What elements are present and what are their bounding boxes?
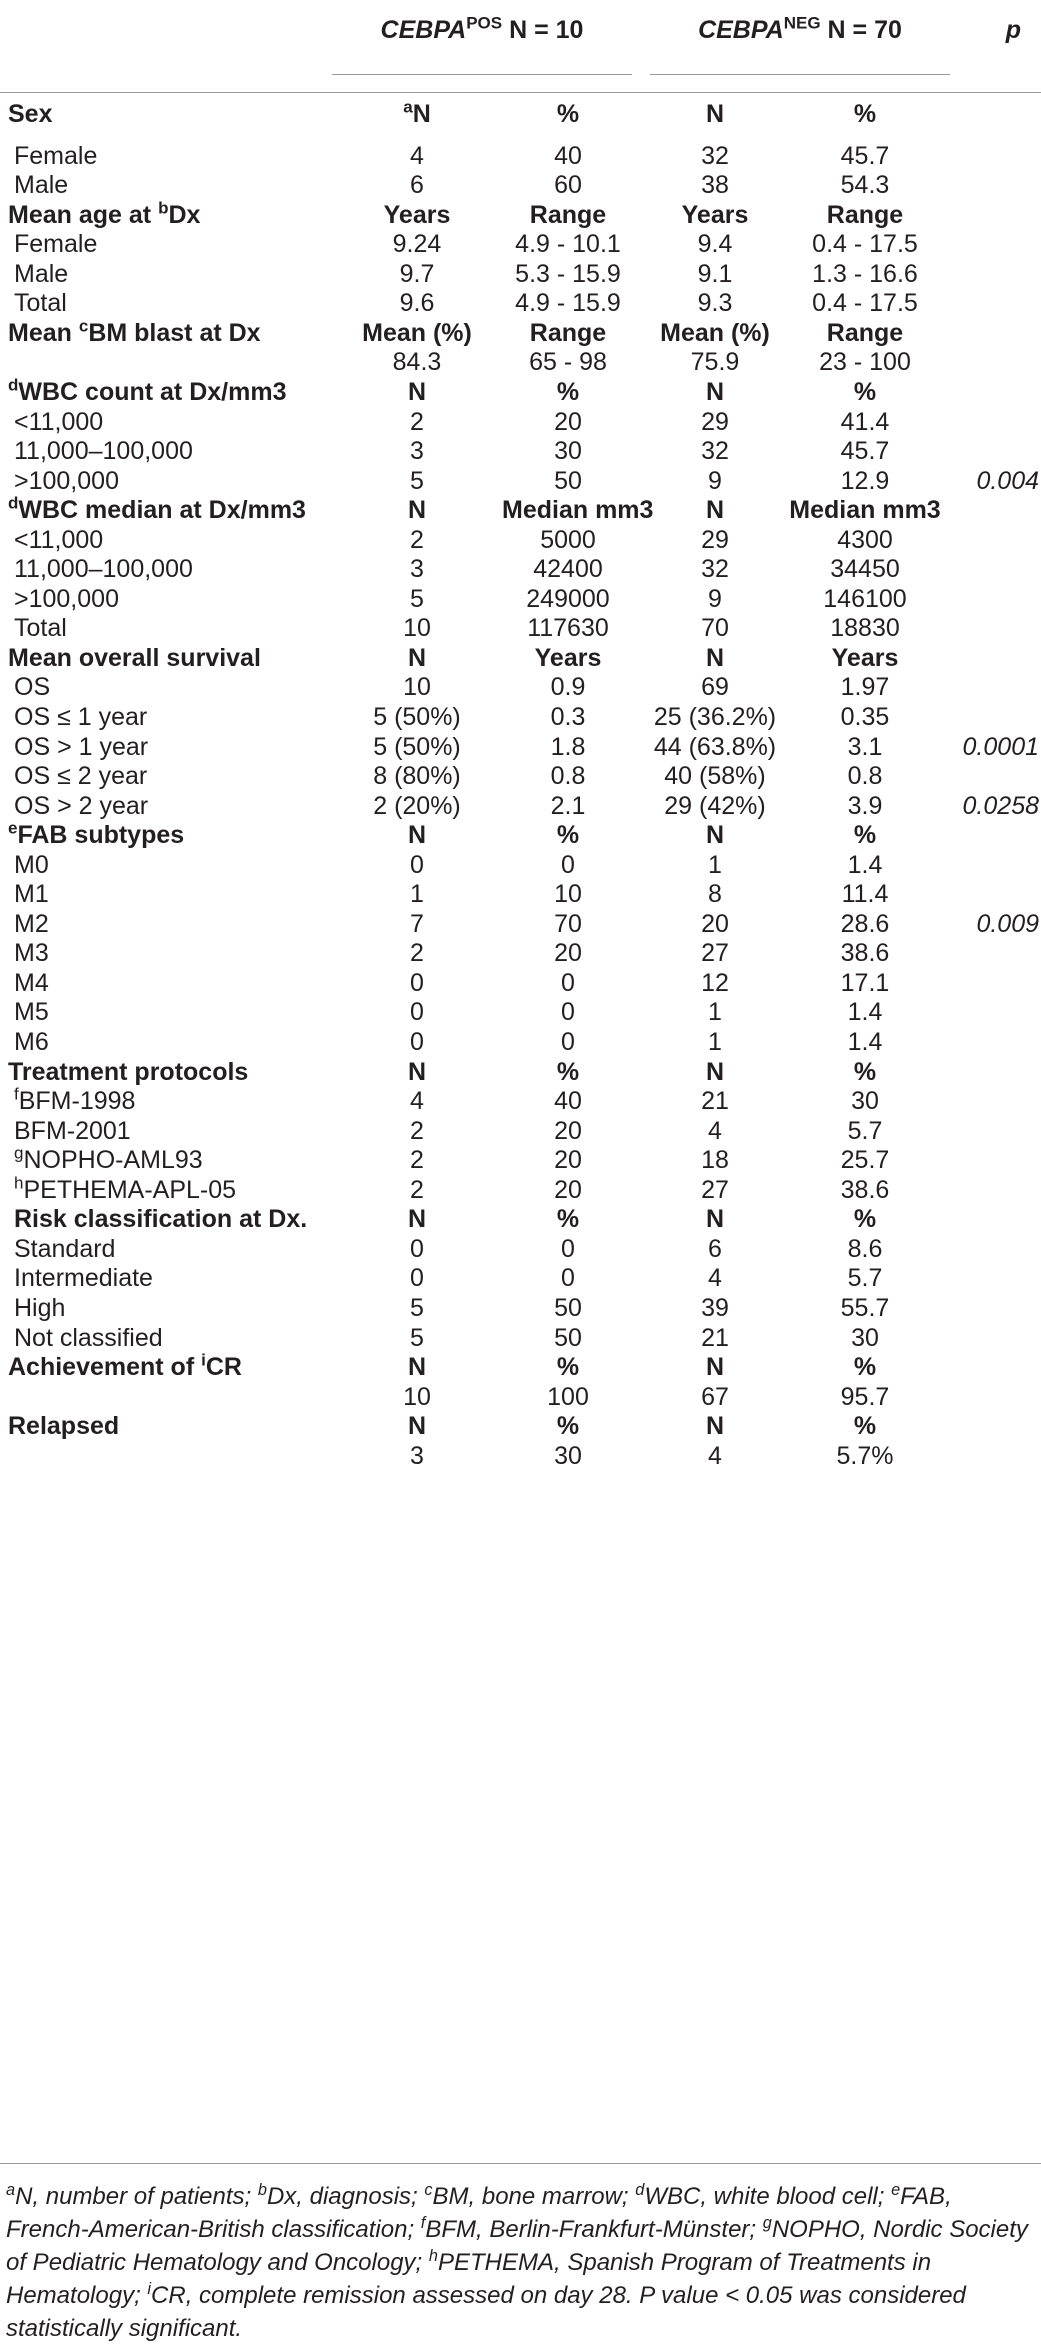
footnote-sup: a (6, 2181, 16, 2200)
row-value: 0 (410, 851, 424, 879)
row-value: 0 (561, 1028, 575, 1056)
row-value: 11.4 (841, 880, 889, 908)
column-header: % (853, 1058, 877, 1086)
row-value: 70 (554, 910, 582, 938)
column-header: N (705, 378, 725, 406)
row-value: 70 (701, 614, 729, 642)
row-value: 38.6 (840, 1176, 890, 1204)
section-title-text: Treatment protocols (8, 1058, 249, 1086)
row-value: 18830 (830, 614, 900, 642)
footnote-text: FAB, French-American-British classification; (6, 2183, 952, 2243)
row-value: 25.7 (840, 1146, 890, 1174)
footnote (6, 2180, 1036, 2345)
row-value: 4 (708, 1442, 722, 1470)
section-title-text: Sex (8, 100, 53, 128)
row-value: 6 (410, 171, 424, 199)
column-header: Range (529, 201, 607, 229)
row-value: 4.9 - 15.9 (515, 289, 621, 317)
row-value: 10 (403, 1383, 431, 1411)
row-value: 95.7 (840, 1383, 890, 1411)
column-header: N (705, 496, 725, 524)
header-neg-gene: CEBPA (698, 16, 784, 44)
row-label-text: Not classified (14, 1324, 163, 1352)
row-value: 55.7 (840, 1294, 890, 1322)
row-value: 84.3 (392, 348, 442, 376)
row-label-text: OS > 2 year (14, 792, 149, 820)
row-value: 50 (554, 467, 582, 495)
row-value: 9.6 (399, 289, 435, 317)
section-title-prefix: Mean age at (8, 201, 159, 229)
header-pos-gene: CEBPA (380, 16, 467, 44)
row-value: 2.1 (550, 792, 586, 820)
row-value: 7 (410, 910, 424, 938)
column-header: N (407, 821, 427, 849)
row-value: 32 (701, 142, 729, 170)
row-value: 40 (554, 142, 582, 170)
column-header: % (853, 378, 877, 406)
row-label-sup: f (14, 1084, 19, 1104)
row-value: 0 (561, 851, 575, 879)
row-value: 9.3 (697, 289, 733, 317)
row-value: 44 (63.8%) (653, 733, 777, 761)
p-value: 0.0258 (962, 792, 1039, 820)
footnote-sup: g (762, 2214, 772, 2233)
row-value: 4 (410, 142, 424, 170)
row-label-text: M6 (14, 1028, 49, 1056)
row-value: 10 (554, 880, 582, 908)
row-label-text: 11,000–100,000 (14, 437, 193, 465)
section-title-text: Relapsed (8, 1412, 120, 1440)
row-value: 50 (554, 1294, 582, 1322)
column-header: N (705, 1412, 725, 1440)
row-value: 9.4 (697, 230, 733, 258)
row-value: 5.7 (847, 1117, 883, 1145)
row-value: 1 (410, 880, 424, 908)
column-header: N (407, 496, 427, 524)
row-value: 0.3 (550, 703, 586, 731)
row-value: 18 (701, 1146, 729, 1174)
footnote-sup: c (424, 2181, 433, 2200)
p-value: 0.009 (976, 910, 1039, 938)
section-title-text: Mean overall survival (8, 644, 261, 672)
row-value: 249000 (526, 585, 610, 613)
row-value: 5.7 (847, 1264, 883, 1292)
column-header: N (705, 100, 725, 128)
footnote-sup: d (635, 2181, 645, 2200)
section-title-sup: d (8, 493, 19, 513)
row-label-text: PETHEMA-APL-05 (23, 1176, 237, 1204)
row-value: 1.3 - 16.6 (812, 260, 918, 288)
row-value: 1.4 (847, 1028, 883, 1056)
row-value: 40 (58%) (664, 762, 766, 790)
row-value: 39 (701, 1294, 729, 1322)
row-value: 21 (701, 1087, 729, 1115)
row-label-sup: g (14, 1143, 24, 1163)
header-pos-sup: POS (466, 13, 503, 33)
row-value: 0 (561, 1235, 575, 1263)
column-header: % (556, 1058, 580, 1086)
row-value: 3 (410, 437, 424, 465)
column-header: Range (529, 319, 607, 347)
row-value: 8 (80%) (373, 762, 461, 790)
row-value: 1.8 (550, 733, 586, 761)
footnote-text: BM, bone marrow; (432, 2183, 636, 2210)
row-value: 3.9 (847, 792, 883, 820)
row-value: 6 (708, 1235, 722, 1263)
row-value: 10 (403, 614, 431, 642)
row-value: 29 (701, 526, 729, 554)
row-value: 1.4 (847, 851, 883, 879)
row-value: 0.8 (550, 762, 586, 790)
footnote-text: BFM, Berlin-Frankfurt-Münster; (425, 2216, 763, 2243)
footnote-text: N, number of patients; (15, 2183, 258, 2210)
row-value: 0 (410, 1235, 424, 1263)
column-header-sup: a (403, 97, 413, 117)
row-value: 28.6 (840, 910, 890, 938)
row-value: 32 (701, 555, 729, 583)
row-value: 25 (36.2%) (653, 703, 777, 731)
row-value: 2 (410, 1146, 424, 1174)
row-value: 17.1 (840, 969, 890, 997)
row-label-text: M3 (14, 939, 49, 967)
row-label-text: OS ≤ 1 year (14, 703, 148, 731)
row-label-text: OS > 1 year (14, 733, 149, 761)
row-value: 38 (701, 171, 729, 199)
row-value: 27 (701, 1176, 729, 1204)
column-header: N (407, 1412, 427, 1440)
row-value: 12.9 (840, 467, 890, 495)
column-header: N (407, 1353, 427, 1381)
row-value: 0.4 - 17.5 (812, 230, 918, 258)
row-value: 30 (851, 1324, 879, 1352)
row-value: 20 (554, 1176, 582, 1204)
row-value: 9.7 (399, 260, 435, 288)
row-value: 0 (561, 1264, 575, 1292)
column-header: N (705, 1353, 725, 1381)
row-value: 1.97 (840, 673, 890, 701)
row-value: 32 (701, 437, 729, 465)
row-value: 50 (554, 1324, 582, 1352)
row-value: 0 (561, 998, 575, 1026)
column-header: Years (831, 644, 899, 672)
row-value: 20 (554, 1146, 582, 1174)
column-header: % (556, 1353, 580, 1381)
row-value: 5 (410, 585, 424, 613)
column-header: N (705, 1058, 725, 1086)
section-title-text: Dx (168, 201, 201, 229)
row-label-text: >100,000 (14, 585, 119, 613)
section-title-text: CR (205, 1353, 242, 1381)
row-value: 3.1 (847, 733, 883, 761)
column-header: N (705, 644, 725, 672)
row-label-text: BFM-2001 (14, 1117, 131, 1145)
row-value: 5 (410, 1294, 424, 1322)
row-value: 42400 (533, 555, 603, 583)
row-label-text: Standard (14, 1235, 116, 1263)
row-value: 9.24 (392, 230, 442, 258)
row-value: 20 (554, 939, 582, 967)
row-label-text: Total (14, 289, 67, 317)
footnote-sup: h (428, 2247, 438, 2266)
header-underline-neg (650, 74, 950, 75)
row-value: 0.4 - 17.5 (812, 289, 918, 317)
footnote-text: CR, complete remission assessed on day 28. P value < 0.05 was considered statistically significant. (6, 2282, 966, 2342)
column-header: Range (826, 201, 904, 229)
column-header: % (853, 1353, 877, 1381)
row-value: 8 (708, 880, 722, 908)
section-title-sup: b (158, 198, 169, 218)
header-group-neg (650, 0, 950, 60)
section-title-text: Risk classification at Dx. (14, 1205, 308, 1233)
row-value: 45.7 (840, 142, 890, 170)
row-value: 0.9 (550, 673, 586, 701)
row-value: 3 (410, 1442, 424, 1470)
row-value: 5 (410, 467, 424, 495)
row-value: 1 (708, 1028, 722, 1056)
row-value: 20 (554, 408, 582, 436)
section-title-sup: i (201, 1350, 206, 1370)
column-header: Median mm3 (789, 496, 941, 524)
header-group-pos (332, 0, 632, 60)
row-label-sup: h (14, 1173, 24, 1193)
section-title-sup: e (8, 818, 18, 838)
row-value: 4 (410, 1087, 424, 1115)
row-value: 5 (50%) (373, 733, 461, 761)
row-value: 12 (701, 969, 729, 997)
row-value: 27 (701, 939, 729, 967)
column-header: % (556, 100, 580, 128)
footnote-text: WBC, white blood cell; (644, 2183, 892, 2210)
column-header-text: N (412, 100, 431, 128)
row-value: 40 (554, 1087, 582, 1115)
row-label-text: High (14, 1294, 66, 1322)
row-value: 2 (410, 408, 424, 436)
footnote-sup: f (420, 2214, 426, 2233)
section-title-sup: c (78, 316, 89, 336)
row-label-text: BFM-1998 (18, 1087, 136, 1115)
row-value: 0 (410, 998, 424, 1026)
row-value: 21 (701, 1324, 729, 1352)
row-label-text: Total (14, 614, 67, 642)
column-header: N (705, 821, 725, 849)
column-header: % (556, 378, 580, 406)
row-value: 100 (547, 1383, 589, 1411)
row-value: 20 (554, 1117, 582, 1145)
footnote-text: PETHEMA, Spanish Program of Treatments in Hematology; (6, 2249, 932, 2309)
row-value: 65 - 98 (529, 348, 607, 376)
column-header: N (407, 644, 427, 672)
column-header: Years (681, 201, 749, 229)
table-row (0, 1434, 1041, 1478)
row-value: 30 (851, 1087, 879, 1115)
row-label-text: <11,000 (14, 526, 104, 554)
column-header: % (853, 100, 877, 128)
column-header: % (556, 821, 580, 849)
row-value: 0.35 (840, 703, 890, 731)
column-header: N (407, 378, 427, 406)
row-value: 5 (410, 1324, 424, 1352)
row-value: 4.9 - 10.1 (515, 230, 621, 258)
row-value: 54.3 (840, 171, 890, 199)
row-label-text: Female (14, 142, 98, 170)
row-label-text: Male (14, 171, 69, 199)
column-header: % (556, 1412, 580, 1440)
section-title-text: BM blast at Dx (88, 319, 261, 347)
row-label-text: M5 (14, 998, 49, 1026)
row-value: 67 (701, 1383, 729, 1411)
row-label-text: M2 (14, 910, 49, 938)
row-value: 1 (708, 851, 722, 879)
p-value: 0.0001 (962, 733, 1039, 761)
column-header: % (853, 821, 877, 849)
footnote-text: Dx, diagnosis; (266, 2183, 425, 2210)
section-title-text: WBC count at Dx/mm3 (18, 378, 287, 406)
section-title-sup: d (8, 375, 19, 395)
row-value: 69 (701, 673, 729, 701)
column-header: Mean (%) (362, 319, 472, 347)
row-value: 1 (708, 998, 722, 1026)
column-header: N (705, 1205, 725, 1233)
row-label-text: <11,000 (14, 408, 104, 436)
section-title (8, 92, 52, 136)
column-header: Years (383, 201, 451, 229)
header-neg-n: N = 70 (820, 16, 902, 44)
row-value: 5.3 - 15.9 (515, 260, 621, 288)
section-title-text: WBC median at Dx/mm3 (18, 496, 306, 524)
row-label-text: OS ≤ 2 year (14, 762, 148, 790)
row-value: 2 (20%) (373, 792, 461, 820)
row-value: 2 (410, 1176, 424, 1204)
row-label-text: NOPHO-AML93 (23, 1146, 203, 1174)
column-header: N (407, 1058, 427, 1086)
footnote-text: NOPHO, Nordic Society of Pediatric Hematology and Oncology; (6, 2216, 1028, 2276)
column-header: Mean (%) (660, 319, 770, 347)
row-value: 4 (708, 1264, 722, 1292)
p-value: 0.004 (976, 467, 1039, 495)
row-value: 20 (701, 910, 729, 938)
row-value: 5000 (540, 526, 596, 554)
row-value: 2 (410, 939, 424, 967)
column-header (332, 92, 502, 136)
row-value: 2 (410, 526, 424, 554)
section-title-text: FAB subtypes (17, 821, 185, 849)
row-label-text: OS (14, 673, 51, 701)
footnote-sup: i (147, 2280, 152, 2299)
row-value: 29 (701, 408, 729, 436)
row-value: 9 (708, 585, 722, 613)
column-header: Median mm3 (502, 496, 654, 524)
section-title-prefix: Achievement of (8, 1353, 202, 1381)
row-label-text: M0 (14, 851, 49, 879)
header-underline-pos (332, 74, 632, 75)
row-value: 41.4 (840, 408, 890, 436)
row-value: 0 (561, 969, 575, 997)
row-value: 60 (554, 171, 582, 199)
row-label-text: M4 (14, 969, 49, 997)
row-value: 0 (410, 1028, 424, 1056)
row-value: 9.1 (697, 260, 733, 288)
row-value: 75.9 (690, 348, 740, 376)
row-value: 2 (410, 1117, 424, 1145)
bottom-rule (0, 2163, 1041, 2164)
row-label-text: >100,000 (14, 467, 119, 495)
row-value: 1.4 (847, 998, 883, 1026)
row-value: 4 (708, 1117, 722, 1145)
row-value: 3 (410, 555, 424, 583)
row-value: 10 (403, 673, 431, 701)
header-pos-n: N = 10 (502, 16, 584, 44)
row-value: 5 (50%) (373, 703, 461, 731)
column-header: Years (534, 644, 602, 672)
section-header-row (0, 92, 1041, 136)
column-header: N (407, 1205, 427, 1233)
row-value: 38.6 (840, 939, 890, 967)
row-value: 5.7% (836, 1442, 894, 1470)
header-neg-sup: NEG (783, 13, 821, 33)
section-title-prefix: Mean (8, 319, 79, 347)
row-value: 0.8 (847, 762, 883, 790)
row-value: 45.7 (840, 437, 890, 465)
row-label-text: 11,000–100,000 (14, 555, 193, 583)
row-value: 8.6 (847, 1235, 883, 1263)
header-p: p (1005, 16, 1021, 44)
row-label-text: Female (14, 230, 98, 258)
row-value: 23 - 100 (819, 348, 911, 376)
row-value: 34450 (830, 555, 900, 583)
row-value: 9 (708, 467, 722, 495)
column-header: % (853, 1412, 877, 1440)
row-value: 4300 (837, 526, 893, 554)
row-value: 117630 (527, 614, 609, 642)
column-header: % (556, 1205, 580, 1233)
row-label-text: M1 (14, 880, 49, 908)
row-label-text: Male (14, 260, 69, 288)
row-value: 0 (410, 969, 424, 997)
row-value: 30 (554, 1442, 582, 1470)
row-value: 30 (554, 437, 582, 465)
footnote-sup: e (891, 2181, 901, 2200)
column-header: Range (826, 319, 904, 347)
row-value: 146100 (823, 585, 907, 613)
row-label-text: Intermediate (14, 1264, 153, 1292)
footnote-sup: b (257, 2181, 267, 2200)
row-value: 29 (42%) (664, 792, 766, 820)
row-value: 0 (410, 1264, 424, 1292)
column-header: % (853, 1205, 877, 1233)
